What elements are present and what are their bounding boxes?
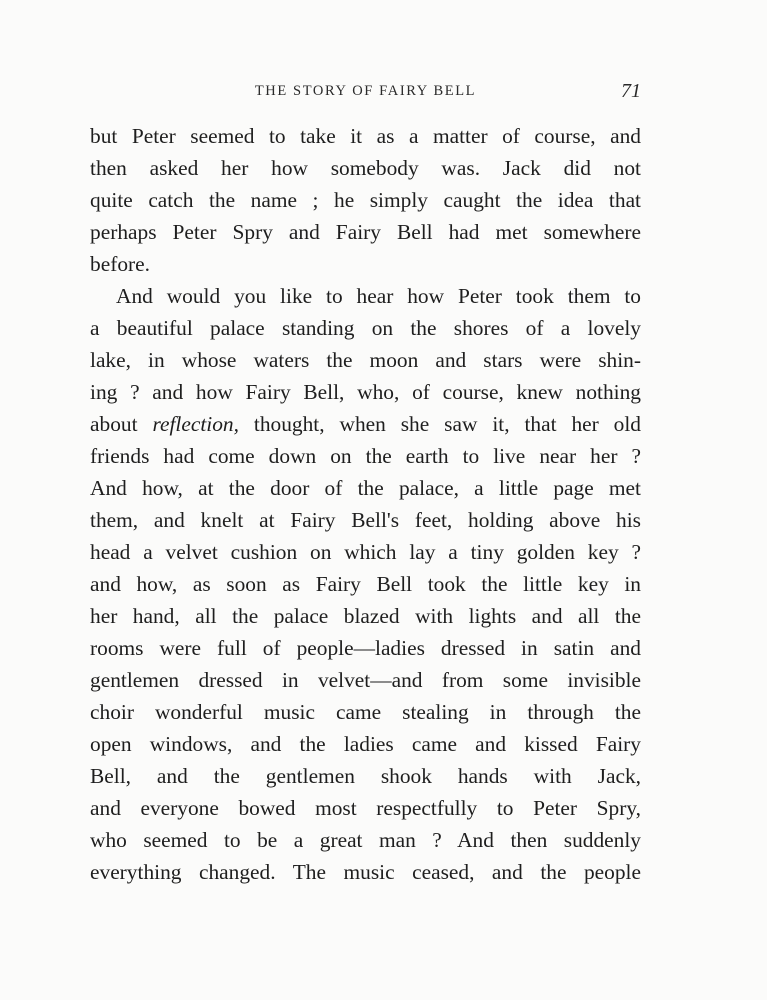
text-line: them, and knelt at Fairy Bell's feet, holding above his	[90, 508, 641, 532]
italic-word: reflection,	[152, 412, 239, 436]
text-line: everything changed. The music ceased, and the people	[90, 860, 641, 884]
text-line: and everyone bowed most respectfully to Peter Spry,	[90, 796, 641, 820]
text-line	[90, 408, 641, 440]
text-line: but Peter seemed to take it as a matter of course, and	[90, 124, 641, 148]
text-line: head a velvet cushion on which lay a tiny golden key ?	[90, 540, 641, 564]
text-line: and how, as soon as Fairy Bell took the little key in	[90, 572, 641, 596]
text-line: open windows, and the ladies came and kissed Fairy	[90, 732, 641, 756]
running-head-title: THE STORY OF FAIRY BELL	[254, 83, 477, 99]
text-line: quite catch the name ; he simply caught the idea that	[90, 188, 641, 212]
text-line: choir wonderful music came stealing in through the	[90, 700, 641, 724]
text-line: friends had come down on the earth to live near her ?	[90, 444, 641, 468]
paragraph-1	[90, 120, 641, 280]
paragraph-2	[90, 280, 641, 888]
body-text	[90, 120, 641, 888]
text-line: then asked her how somebody was. Jack did not	[90, 156, 641, 180]
text-line: gentlemen dressed in velvet—and from some invisible	[90, 668, 641, 692]
text-line: And how, at the door of the palace, a little page met	[90, 476, 641, 500]
page-number: 71	[621, 80, 641, 102]
running-head	[90, 80, 641, 104]
text-line: rooms were full of people—ladies dressed in satin and	[90, 636, 641, 660]
text-line: ing ? and how Fairy Bell, who, of course, knew nothing	[90, 380, 641, 404]
text-fragment: about	[90, 412, 153, 436]
text-line: a beautiful palace standing on the shores of a lovely	[90, 316, 641, 340]
text-line: her hand, all the palace blazed with lights and all the	[90, 604, 641, 628]
text-line: lake, in whose waters the moon and stars were shin-	[90, 348, 641, 372]
text-line: perhaps Peter Spry and Fairy Bell had met somewhere	[90, 220, 641, 244]
text-fragment: thought, when she saw it, that her old	[238, 412, 642, 436]
text-line: who seemed to be a great man ? And then suddenly	[90, 828, 641, 852]
text-line: And would you like to hear how Peter took them to	[116, 284, 641, 308]
text-line: before.	[90, 252, 150, 276]
text-line: Bell, and the gentlemen shook hands with Jack,	[90, 764, 641, 788]
